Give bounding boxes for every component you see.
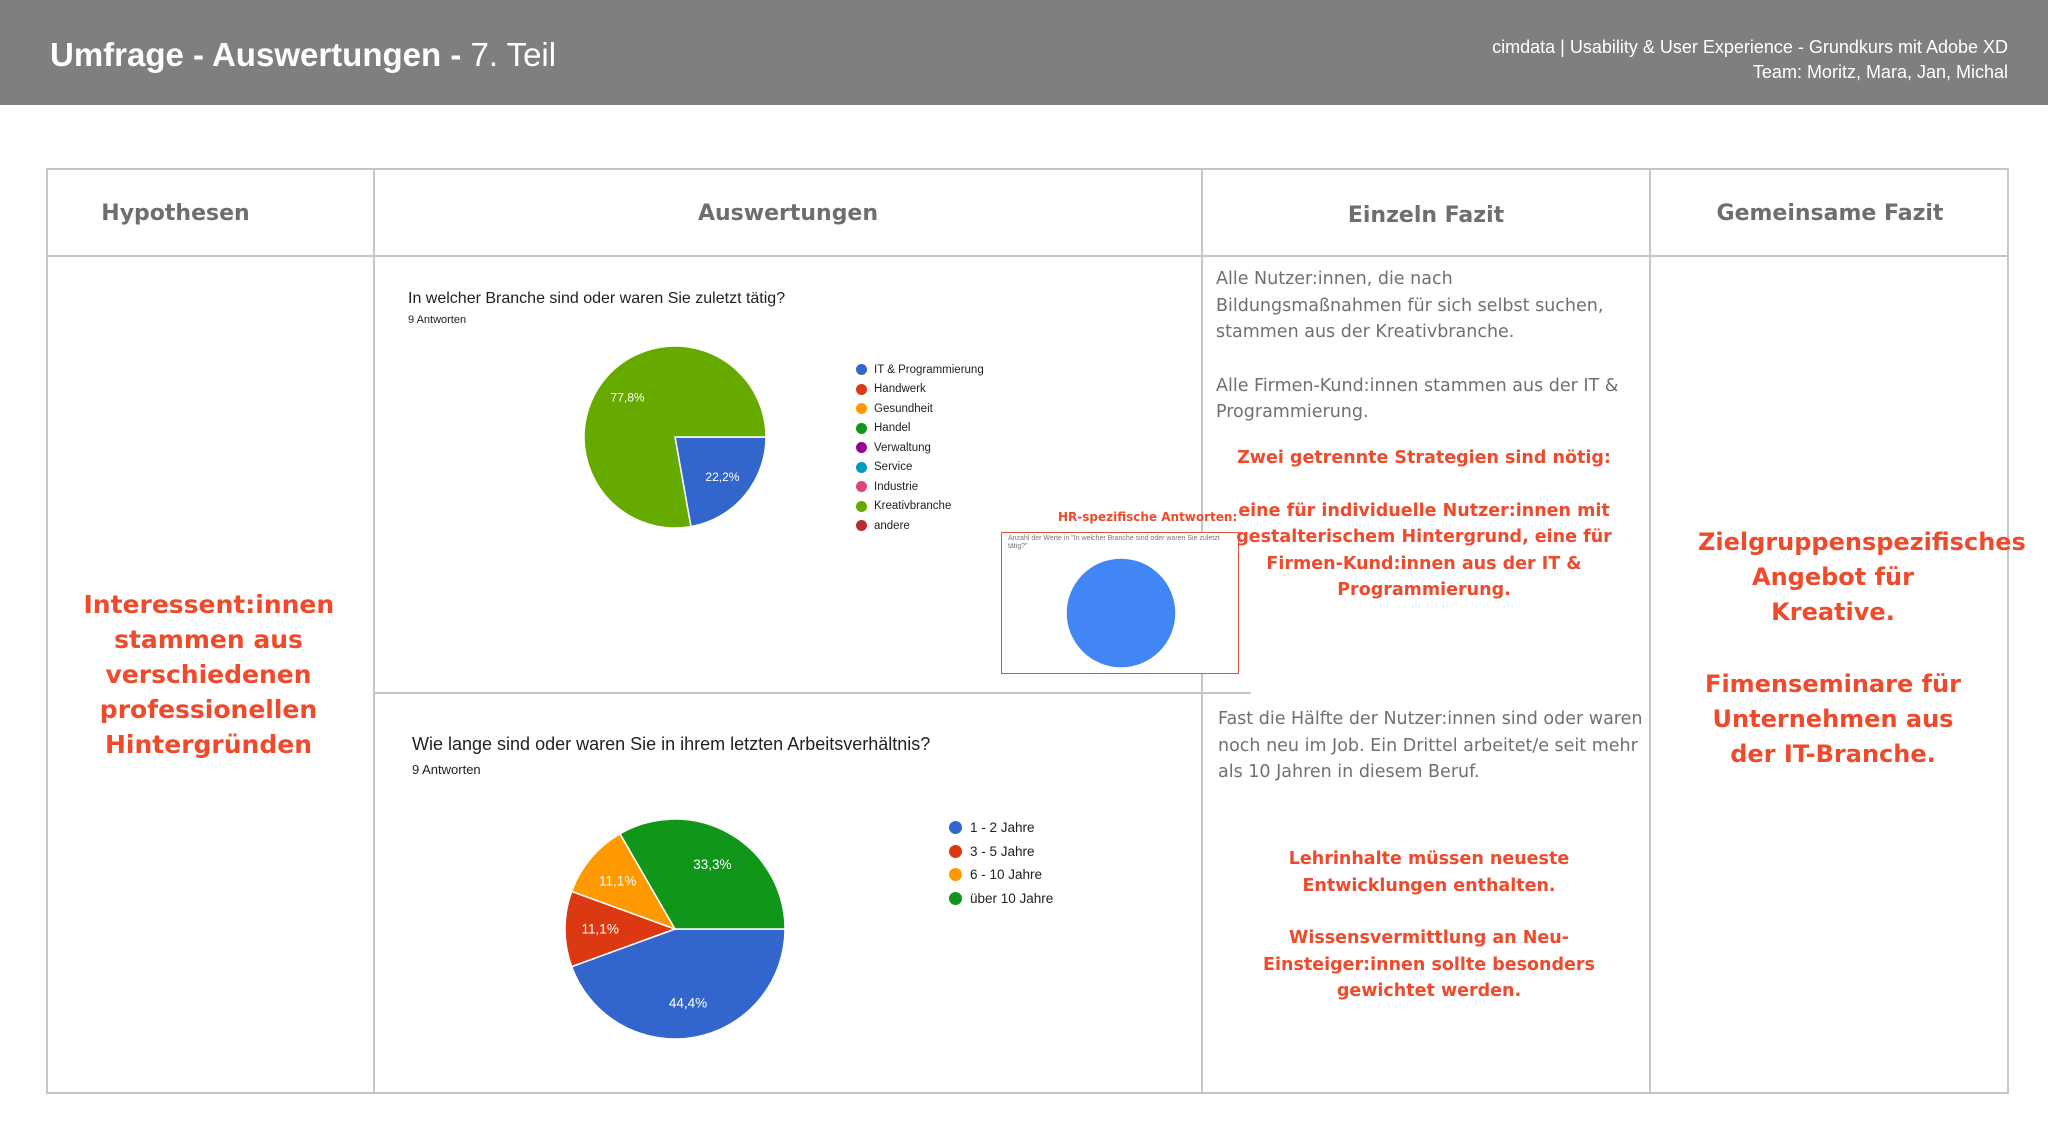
chart-title: In welcher Branche sind oder waren Sie zuletzt tätig?: [408, 290, 786, 307]
legend-color-dot: [856, 501, 867, 512]
legend-item: [949, 887, 1053, 911]
legend-item: [949, 863, 1053, 887]
slice-label: 77,8%: [610, 390, 645, 405]
fazit1-conclusion-line: eine für individuelle Nutzer:innen mit gestalterischem Hintergrund, eine für Firmen-Kund:innen aus der IT & Programmierung.: [1236, 500, 1612, 600]
chart-branche: [375, 257, 1238, 692]
team-names: Team: Moritz, Mara, Jan, Michal: [1752, 62, 2008, 82]
legend-item: [856, 477, 984, 497]
hypothesis-text: [48, 256, 375, 1092]
legend-color-dot: [856, 403, 867, 414]
legend-label: Handwerk: [874, 383, 926, 396]
hr-label: HR-spezifische Antworten:: [1058, 510, 1238, 524]
legend-label: Service: [874, 461, 913, 474]
header-bar: [0, 0, 2048, 105]
header-auswertungen: Auswertungen: [697, 200, 879, 226]
hr-chart-box: [1001, 532, 1239, 674]
fazit2-conclusion-line: Lehrinhalte müssen neueste Entwicklungen enthalten.: [1288, 849, 1570, 896]
legend-color-dot: [856, 462, 867, 473]
fazit1-paragraph: Alle Firmen-Kund:innen stammen aus der IT & Programmierung.: [1216, 375, 1619, 422]
legend-item: [856, 497, 984, 517]
legend-color-dot: [856, 481, 867, 492]
legend-label: Kreativbranche: [874, 500, 952, 513]
legend-item: [856, 419, 984, 439]
legend-label: andere: [874, 519, 910, 532]
pie-slice-1: [1066, 558, 1176, 668]
slice-label: 11,1%: [599, 873, 637, 889]
legend-color-dot: [856, 364, 867, 375]
chart-title: Wie lange sind oder waren Sie in ihrem letzten Arbeitsverhältnis?: [412, 734, 931, 754]
fazit2-conclusion: [1254, 846, 1604, 1005]
legend-color-dot: [856, 423, 867, 434]
legend-color-dot: [949, 868, 962, 881]
pie-chart-hr: [1002, 533, 1240, 675]
chart-arbeitsverhaeltnis: [375, 694, 1201, 1092]
slice-label: 22,2%: [705, 469, 740, 484]
chart-subtitle: 9 Antworten: [408, 314, 467, 326]
slice-label: 11,1%: [581, 921, 619, 937]
legend-item: [856, 360, 984, 380]
results-table: [46, 168, 2026, 1094]
page-title: [50, 36, 556, 74]
legend-item: [856, 438, 984, 458]
gemeinsame-fazit-2: Fimenseminare für Unternehmen aus der IT-Branche.: [1705, 670, 1961, 768]
legend-color-dot: [856, 442, 867, 453]
pie-chart-arbeitsverhaeltnis: [375, 694, 1201, 1092]
header-info: [1492, 35, 2008, 85]
legend-color-dot: [949, 892, 962, 905]
fazit1-paragraph: Alle Nutzer:innen, die nach Bildungsmaßnahmen für sich selbst suchen, stammen aus der Kreativbranche.: [1216, 269, 1604, 342]
hr-chart-title: Anzahl der Werte in "In welcher Branche sind oder waren Sie zuletzt tätig?": [1008, 535, 1220, 550]
page-title-part: 7. Teil: [470, 36, 557, 73]
legend-item: [949, 816, 1053, 840]
slice-label: 44,4%: [668, 995, 708, 1011]
legend-item: [856, 380, 984, 400]
legend-item: [856, 399, 984, 419]
legend-arbeitsverhaeltnis: [949, 816, 1053, 910]
legend-label: über 10 Jahre: [970, 890, 1054, 906]
legend-label: IT & Programmierung: [874, 363, 984, 376]
course-name: cimdata | Usability & User Experience - Grundkurs mit Adobe XD: [1492, 37, 2008, 57]
fazit2-conclusion-line: Wissensvermittlung an Neu-Einsteiger:innen sollte besonders gewichtet werden.: [1263, 928, 1595, 1001]
chart-subtitle: 9 Antworten: [412, 762, 481, 777]
legend-label: Gesundheit: [874, 402, 933, 415]
gemeinsame-fazit-1: Zielgruppenspezifisches Angebot für Kreative.: [1698, 528, 2026, 626]
legend-label: Verwaltung: [874, 441, 931, 454]
legend-label: 6 - 10 Jahre: [970, 867, 1043, 883]
legend-label: 3 - 5 Jahre: [970, 843, 1035, 859]
legend-color-dot: [856, 520, 867, 531]
slice-label: 33,3%: [693, 856, 732, 872]
fazit1-conclusion: [1209, 445, 1639, 604]
page-title-bold: Umfrage - Auswertungen -: [50, 36, 462, 73]
fazit1-text: [1216, 266, 1641, 426]
header-gemeinsame-fazit: Gemeinsame Fazit: [1716, 200, 1944, 226]
legend-label: Industrie: [874, 480, 919, 493]
legend-item: [856, 458, 984, 478]
legend-branche: [856, 360, 984, 536]
legend-color-dot: [856, 384, 867, 395]
legend-color-dot: [949, 845, 962, 858]
hypothesis-label: Interessent:innen stammen aus verschiedenen professionellen Hintergründen: [83, 589, 335, 759]
legend-color-dot: [949, 821, 962, 834]
legend-item: [949, 840, 1053, 864]
fazit1-conclusion-line: Zwei getrennte Strategien sind nötig:: [1237, 448, 1611, 468]
legend-label: 1 - 2 Jahre: [970, 820, 1035, 836]
legend-item: [856, 516, 984, 536]
legend-label: Handel: [874, 422, 911, 435]
header-hypothesen: Hypothesen: [101, 200, 250, 226]
divider: [1649, 170, 1651, 1092]
fazit2-text: Fast die Hälfte der Nutzer:innen sind oder waren noch neu im Job. Ein Drittel arbeitet/e seit mehr als 10 Jahren in diesem Beruf.: [1218, 709, 1643, 782]
header-einzeln-fazit: Einzeln Fazit: [1347, 202, 1505, 228]
